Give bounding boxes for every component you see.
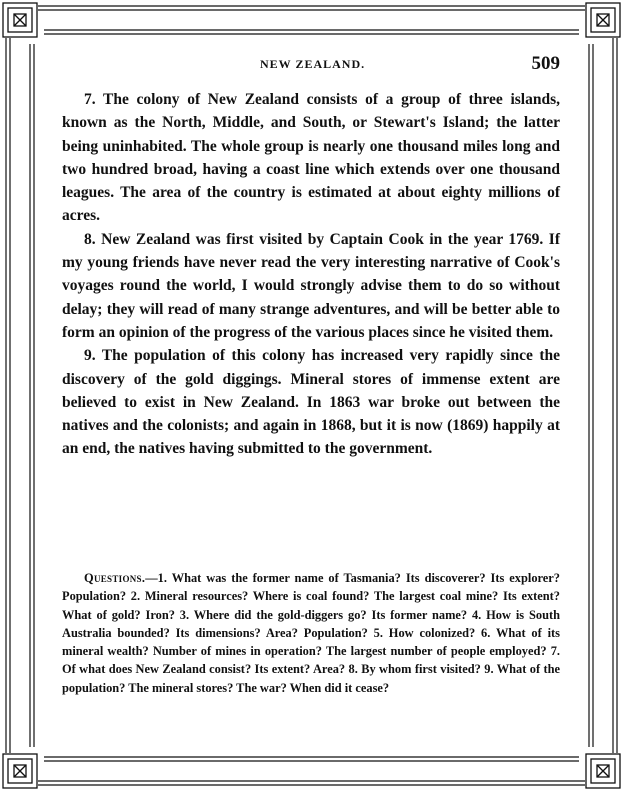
corner-ornament-top-left <box>3 3 37 37</box>
page-number: 509 <box>531 53 560 74</box>
running-title: NEW ZEALAND. <box>260 57 366 71</box>
body-text <box>62 88 560 461</box>
corner-ornament-bottom-right <box>586 754 620 788</box>
questions-label: Questions. <box>84 571 146 585</box>
questions-section <box>62 569 560 697</box>
page-header <box>62 53 560 77</box>
corner-ornament-bottom-left <box>3 754 37 788</box>
paragraph-8: 8. New Zealand was first visited by Captain Cook in the year 1769. If my young friends have never read the very interesting narrative of Cook's voyages round the world, I would strongly advise them to do so without delay; they will read of many strange adventures, and will be better able to form an opinion of the progress of the various places since he visited them. <box>62 230 560 341</box>
paragraph-9: 9. The population of this colony has increased very rapidly since the discovery of the gold diggings. Mineral stores of immense extent are believed to exist in New Zealand. In 1863 war broke out between the natives and the colonists; and again in 1868, but it is now (1869) happily at an end, the natives having submitted to the government. <box>62 347 560 458</box>
paragraph-7: 7. The colony of New Zealand consists of a group of three islands, known as the North, Middle, and South, or Stewart's Island; the latter being uninhabited. The whole group is nearly one thousand miles long and two hundred broad, having a coast line which extends over one thousand leagues. The area of the country is estimated at about eighty millions of acres. <box>62 91 560 225</box>
questions-text: —1. What was the former name of Tasmania? Its discoverer? Its explorer? Population? 2. Mineral resources? Where is coal found? The largest coal mine? Its extent? What of gold? Iron? 3. Where did the gold-diggers go? Its former name? 4. How is South Australia bounded? Its dimensions? Area? Population? 5. How colonized? 6. What of its mineral wealth? Number of mines in operation? The largest number of people employed? 7. Of what does New Zealand consist? Its extent? Area? 8. By whom first visited? 9. What of the population? The mineral stores? The war? When did it cease? <box>62 571 560 695</box>
corner-ornament-top-right <box>586 3 620 37</box>
